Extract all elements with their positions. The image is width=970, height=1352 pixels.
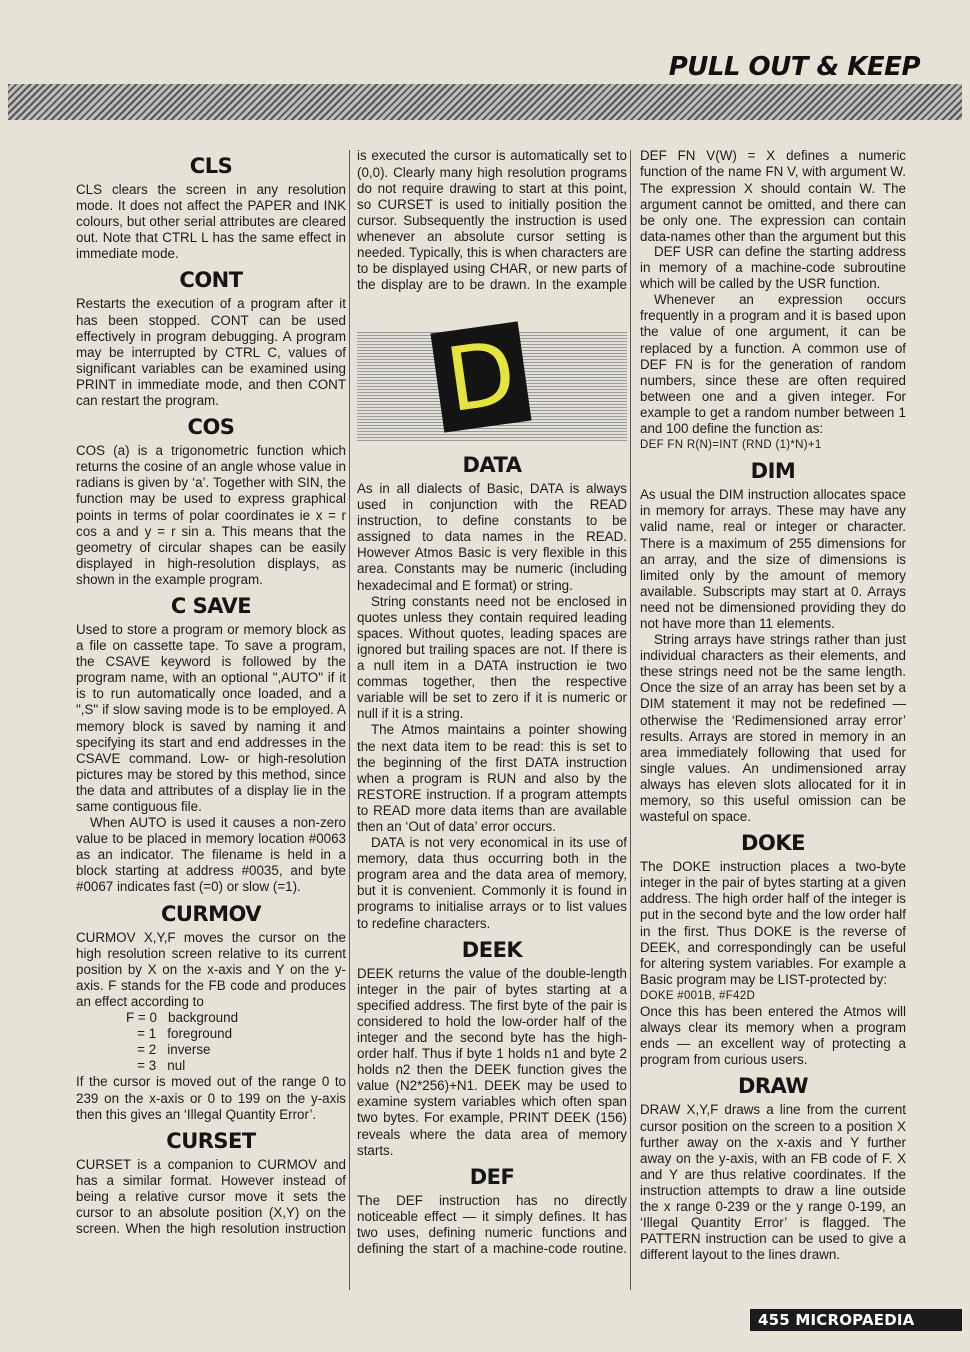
- entry-title-dim: DIM: [750, 459, 796, 484]
- entry-text: COS (a) is a trigonometric function which returns the cosine of an angle whose value in radians is given by ‘a’. Together with SIN, the function may be used to express graphical points in terms of polar coordinates ie x = r cos a and y = r sin a. This means that the geometry of circular shapes can be easily displayed in high-resolution displays, as shown in the example program.: [76, 443, 346, 587]
- entry-title-curmov: CURMOV: [160, 901, 262, 926]
- page-footer: 455 MICROPAEDIA: [750, 1309, 962, 1331]
- entry-text: DEF USR can define the starting address in memory of a machine-code subroutine which will be called by the USR function.: [640, 244, 906, 292]
- entry-title-doke: DOKE: [741, 831, 805, 856]
- entry-text: The Atmos maintains a pointer showing the next data item to be read: this is set to the beginning of the first DATA instruction when a program is RUN and also by the RESTORE instruction. If a program attempts to READ more data items than are available then an ‘Out of data’ error occurs.: [357, 722, 627, 834]
- entry-text: String constants need not be enclosed in quotes unless they contain required leading spaces. Without quotes, leading spaces are ignored but trailing spaces are not. If there is a null item in a DATA instruction ie two commas together, then the respective variable will be set to zero if it is numeric or null if it is a string.: [357, 593, 627, 722]
- column-rule: [630, 150, 631, 1290]
- entry-title-cos: COS: [187, 415, 235, 440]
- entry-text-continued: [640, 148, 906, 244]
- entry-text: CURMOV X,Y,F moves the cursor on the high resolution screen relative to its current position by X on the x-axis and Y on the y-axis. F stands for the FB code and produces an effect according to: [76, 929, 346, 1009]
- entry-text: DEEK returns the value of the double-length integer in the pair of bytes starting at a specified address. The first byte of the pair is considered to hold the low-order half of the integer and the second byte has the high-order half. Thus if byte 1 holds n1 and byte 2 holds n2 then the DEEK function gives the value (N2*256)+N1. DEEK may be used to examine system variables which often span two bytes. For example, PRINT DEEK (156) reveals where the data area of memory starts.: [357, 965, 627, 1158]
- entry-text: If the cursor is moved out of the range 0 to 239 on the x-axis or 0 to 199 on the y-axis then this gives an ‘Illegal Quantity Error’.: [76, 1074, 346, 1122]
- header-title: PULL OUT & KEEP: [668, 52, 920, 82]
- fb-code-list: [126, 1010, 346, 1074]
- section-letter-panel: [357, 320, 627, 441]
- entry-text: DATA is not very economical in its use of memory, data thus occurring both in the program area and the data area of memory, but it is convenient. Commonly it is found in programs to initialise arrays or to list values to redefine characters.: [357, 835, 627, 931]
- column-1: [76, 148, 346, 1237]
- entry-title-data: DATA: [462, 453, 522, 477]
- entry-text: String arrays have strings rather than just individual characters as their elements, and these strings need not be the same length. Once the size of an array has been set by a DIM statement it may not be redefined — otherwise the ‘Redimensioned array error’ results. Arrays are stored in memory in an area immediately following that used for single values. An undimensioned array always has eleven slots allocated for it in memory, so this useful omission can be wasteful on space.: [640, 632, 906, 825]
- entry-text: When AUTO is used it causes a non-zero value to be placed in memory location #0063 as an indicator. The filename is held in a block starting at address #0035, and byte #0067 indicates fast (=0) or slow (=1).: [76, 815, 346, 895]
- column-rule: [349, 150, 350, 1290]
- entry-title-csave: C SAVE: [170, 593, 252, 618]
- list-item: F = 0 background: [126, 1010, 239, 1026]
- entry-text: CLS clears the screen in any resolution mode. It does not affect the PAPER and INK colours, but other serial attributes are cleared out. Note that CTRL L has the same effect in immediate mode.: [76, 182, 346, 262]
- list-item: = 1 foreground: [126, 1026, 233, 1042]
- entry-text: Restarts the execution of a program after it has been stopped. CONT can be used effectively in program debugging. A program may be interrupted by CTRL C, values of significant variables can be examined using PRINT in immediate mode, and then CONT can restart the program.: [76, 296, 346, 409]
- entry-text: The DOKE instruction places a two-byte integer in the pair of bytes starting at a given address. The high order half of the integer is put in the second byte and the low order half in the first. Thus DOKE is the reverse of DEEK, and correspondingly can be useful for altering system variables. For example a Basic program may be LIST-protected by:: [640, 859, 906, 987]
- def-continuation: DEF FN V(W) = X defines a numeric function of the name FN V, with argument W. The expression X should contain W. The argument cannot be omitted, and there can be only one. The expression can contain data-names other than the argument but this: [640, 148, 906, 244]
- column-3: [640, 148, 906, 1263]
- entry-text: Used to store a program or memory block as a file on cassette tape. To save a program, the CSAVE keyword is followed by the program name, with an optional ",AUTO" if it is to run automatically once loaded, and a ",S" if slow saving mode is to be employed. A memory block is saved by naming it and specifying its start and end addresses in the CSAVE command. Low- or high-resolution pictures may be stored by this method, since the data and attributes of a display lie in the same contiguous file.: [76, 621, 346, 814]
- entry-text: CURSET is a companion to CURMOV and has a similar format. However instead of being a relative cursor move it sets the cursor to an absolute position (X,Y) on the screen. When the high resolution instruction: [76, 1156, 346, 1237]
- code-line: DEF FN R(N)=INT (RND (1)*N)+1: [640, 439, 822, 452]
- entry-text: Once this has been entered the Atmos will always clear its memory when a program ends — an excellent way of protecting a program from curious users.: [640, 1004, 906, 1068]
- entry-title-cls: CLS: [189, 154, 233, 178]
- entry-text: Whenever an expression occurs frequently in a program and it is based upon the value of one argument, it can be replaced by a function. A common use of DEF FN is for the generation of random numbers, since these are often required between one and a given integer. For example to get a random number between 1 and 100 define the function as:: [640, 292, 906, 437]
- list-item: = 2 inverse: [126, 1042, 211, 1058]
- entry-title-draw: DRAW: [737, 1074, 809, 1099]
- entry-title-def: DEF: [469, 1164, 515, 1189]
- entry-title-cont: CONT: [179, 268, 243, 293]
- entry-text: DRAW X,Y,F draws a line from the current cursor position on the screen to a position X further away on the x-axis and Y further away on the y-axis, with an FB code of F. X and Y are thus relative coordinates. If the instruction attempts to draw a line outside the x range 0-239 or the y range 0-199, an ‘Illegal Quantity Error’ is flagged. The PATTERN instruction can be used to give a different layout to the lines drawn.: [640, 1102, 906, 1263]
- list-item: = 3 nul: [126, 1058, 186, 1074]
- curset-continuation: is executed the cursor is automatically set to (0,0). Clearly many high resolution programs do not require drawing to start at this point, so CURSET is used to initially position the cursor. Subsequently the instruction is used whenever an absolute cursor setting is needed. Typically, this is when characters are to be displayed using CHAR, or new parts of the display are to be drawn. In the example: [357, 148, 627, 293]
- def-text: The DEF instruction has no directly noticeable effect — it simply defines. It has two uses, defining numeric functions and defining the start of a machine-code routine.: [357, 1192, 627, 1257]
- entry-text: [357, 1193, 627, 1257]
- header-band: [8, 84, 962, 120]
- entry-title-deek: DEEK: [461, 937, 523, 962]
- section-letter-tile: [430, 321, 531, 432]
- entry-title-curset: CURSET: [166, 1128, 256, 1153]
- section-letter: D: [440, 320, 522, 433]
- entry-text-continued: [357, 148, 627, 293]
- code-line: DOKE #001B, #F42D: [640, 989, 756, 1002]
- entry-text: As usual the DIM instruction allocates space in memory for arrays. These may have any valid name, real or integer or character. There is a maximum of 255 dimensions for an array, and the size of dimensions is limited only by the amount of memory available. Subscripts may start at 0. Arrays need not be dimensioned providing they do not have more than 11 elements.: [640, 487, 906, 631]
- column-2: [357, 148, 627, 1257]
- entry-text: As in all dialects of Basic, DATA is always used in conjunction with the READ instruction, to define constants to be assigned to data names in the READ. However Atmos Basic is very flexible in this area. Constants may be numeric (including hexadecimal and E format) or string.: [357, 481, 627, 593]
